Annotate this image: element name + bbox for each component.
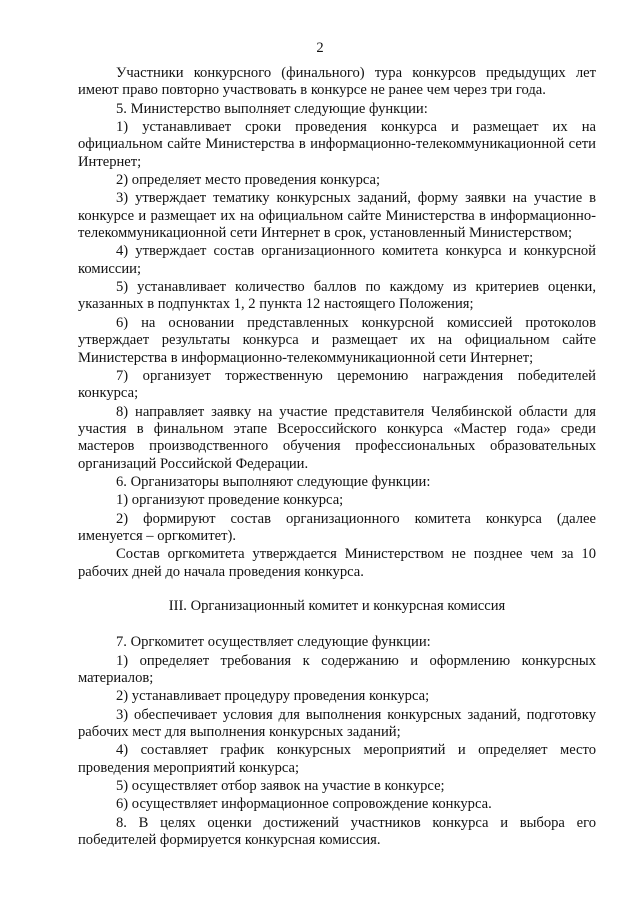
paragraph: 5) осуществляет отбор заявок на участие в конкурсе; bbox=[116, 778, 445, 795]
paragraph: 7) организует торжественную церемонию награждения победителей конкурса; bbox=[78, 367, 596, 402]
paragraph: 2) устанавливает процедуру проведения конкурса; bbox=[116, 688, 430, 705]
paragraph: 6) осуществляет информационное сопровождение конкурса. bbox=[116, 796, 492, 813]
paragraph: 3) обеспечивает условия для выполнения конкурсных заданий, подготовку рабочих мест для выполнения конкурсных заданий; bbox=[78, 706, 596, 741]
paragraph: 2) формируют состав организационного комитета конкурса (далее именуется – оргкомитет). bbox=[78, 510, 596, 544]
paragraph: 2) определяет место проведения конкурса; bbox=[116, 172, 381, 189]
page-number: 2 bbox=[316, 40, 324, 56]
paragraph: 8) направляет заявку на участие представителя Челябинской области для участия в финальном этапе Всероссийского конкурса «Мастер года» среди мастеров производственного обучения профессиональных образовательных организаций Российской Федерации. bbox=[78, 403, 596, 472]
paragraph: 7. Оргкомитет осуществляет следующие функции: bbox=[116, 634, 431, 651]
paragraph: 4) утверждает состав организационного комитета конкурса и конкурсной комиссии; bbox=[78, 243, 596, 277]
paragraph: 6. Организаторы выполняют следующие функции: bbox=[116, 473, 431, 490]
document-body bbox=[78, 65, 596, 850]
paragraph: 5) устанавливает количество баллов по каждому из критериев оценки, указанных в подпунктах 1, 2 пункта 12 настоящего Положения; bbox=[78, 279, 596, 313]
section-heading: III. Организационный комитет и конкурсная комиссия bbox=[168, 597, 506, 614]
paragraph: 1) определяет требования к содержанию и оформлению конкурсных материалов; bbox=[78, 652, 596, 686]
paragraph: 3) утверждает тематику конкурсных заданий, форму заявки на участие в конкурсе и размещает их на официальном сайте Министерства в информационно-телекоммуникационной сети Интернет в срок, установленный Министерством; bbox=[78, 190, 596, 242]
paragraph: 1) организуют проведение конкурса; bbox=[116, 492, 344, 509]
paragraph: 5. Министерство выполняет следующие функции: bbox=[116, 100, 428, 117]
paragraph: Участники конкурсного (финального) тура конкурсов предыдущих лет имеют право повторно участвовать в конкурсе не ранее чем через три года. bbox=[78, 65, 596, 99]
paragraph: 6) на основании представленных конкурсной комиссией протоколов утверждает результаты конкурса и размещает их на официальном сайте Министерства в информационно-телекоммуникационной сети Интернет; bbox=[78, 314, 596, 366]
paragraph: 8. В целях оценки достижений участников конкурса и выбора его победителей формируется конкурсная комиссия. bbox=[78, 814, 596, 849]
paragraph: Состав оргкомитета утверждается Министерством не позднее чем за 10 рабочих дней до начала проведения конкурса. bbox=[78, 546, 596, 580]
paragraph: 4) составляет график конкурсных мероприятий и определяет место проведения мероприятий конкурса; bbox=[78, 742, 596, 776]
paragraph: 1) устанавливает сроки проведения конкурса и размещает их на официальном сайте Министерства в информационно-телекоммуникационной сети Интернет; bbox=[78, 119, 596, 170]
